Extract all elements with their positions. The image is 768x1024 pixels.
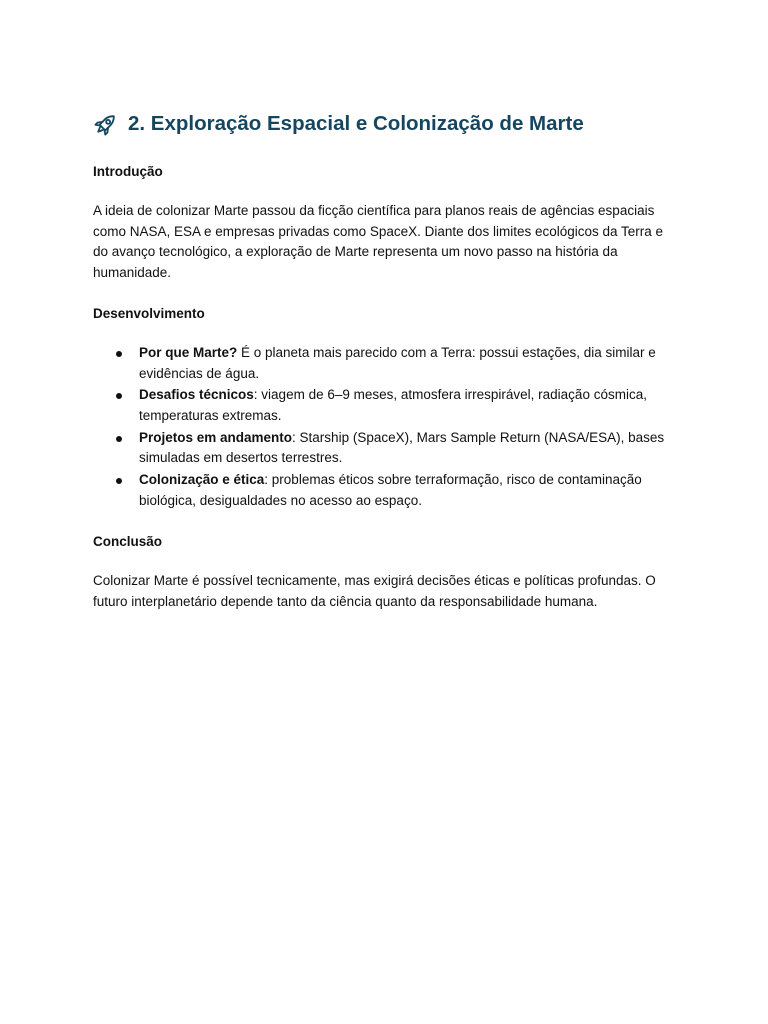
intro-paragraph: A ideia de colonizar Marte passou da ficção científica para planos reais de agências espaciais como NASA, ESA e empresas privadas como SpaceX. Diante dos limites ecológicos da Terra e do avanço tecnológico, a exploração de Marte representa um novo passo na história da humanidade. xyxy=(93,203,664,281)
page-title-text: 2. Exploração Espacial e Colonização de Marte xyxy=(128,112,584,135)
document-page xyxy=(93,110,678,613)
list-item-term: Por que Marte? xyxy=(139,344,238,360)
list-item-term: Desafios técnicos xyxy=(139,387,254,403)
bullet-icon xyxy=(116,351,122,357)
list-item-text: : Starship (SpaceX), Mars Sample Return (NASA/ESA), bases simuladas em desertos terrestres. xyxy=(139,429,665,466)
bullet-icon xyxy=(116,393,122,399)
list-item-term: Colonização e ética xyxy=(139,472,265,488)
development-list xyxy=(93,343,678,512)
bullet-icon xyxy=(116,436,122,442)
page-title xyxy=(93,110,678,138)
conclusion-paragraph: Colonizar Marte é possível tecnicamente, mas exigirá decisões éticas e políticas profundas. O futuro interplanetário depende tanto da ciência quanto da responsabilidade humana. xyxy=(93,573,656,610)
list-item xyxy=(93,385,678,426)
list-item-term: Projetos em andamento xyxy=(139,429,293,445)
list-item xyxy=(93,428,678,469)
development-heading: Desenvolvimento xyxy=(93,305,205,321)
intro-heading: Introdução xyxy=(93,164,163,179)
rocket-icon xyxy=(93,111,119,137)
list-item-text: É o planeta mais parecido com a Terra: possui estações, dia similar e evidências de água. xyxy=(139,344,656,381)
conclusion-heading: Conclusão xyxy=(93,534,163,550)
bullet-icon xyxy=(116,478,122,484)
list-item-text: : problemas éticos sobre terraformação, risco de contaminação biológica, desigualdades no acesso ao espaço. xyxy=(139,472,642,508)
list-item xyxy=(93,343,678,384)
list-item xyxy=(93,470,678,511)
list-item-text: : viagem de 6–9 meses, atmosfera irrespirável, radiação cósmica, temperaturas extremas. xyxy=(139,387,647,423)
